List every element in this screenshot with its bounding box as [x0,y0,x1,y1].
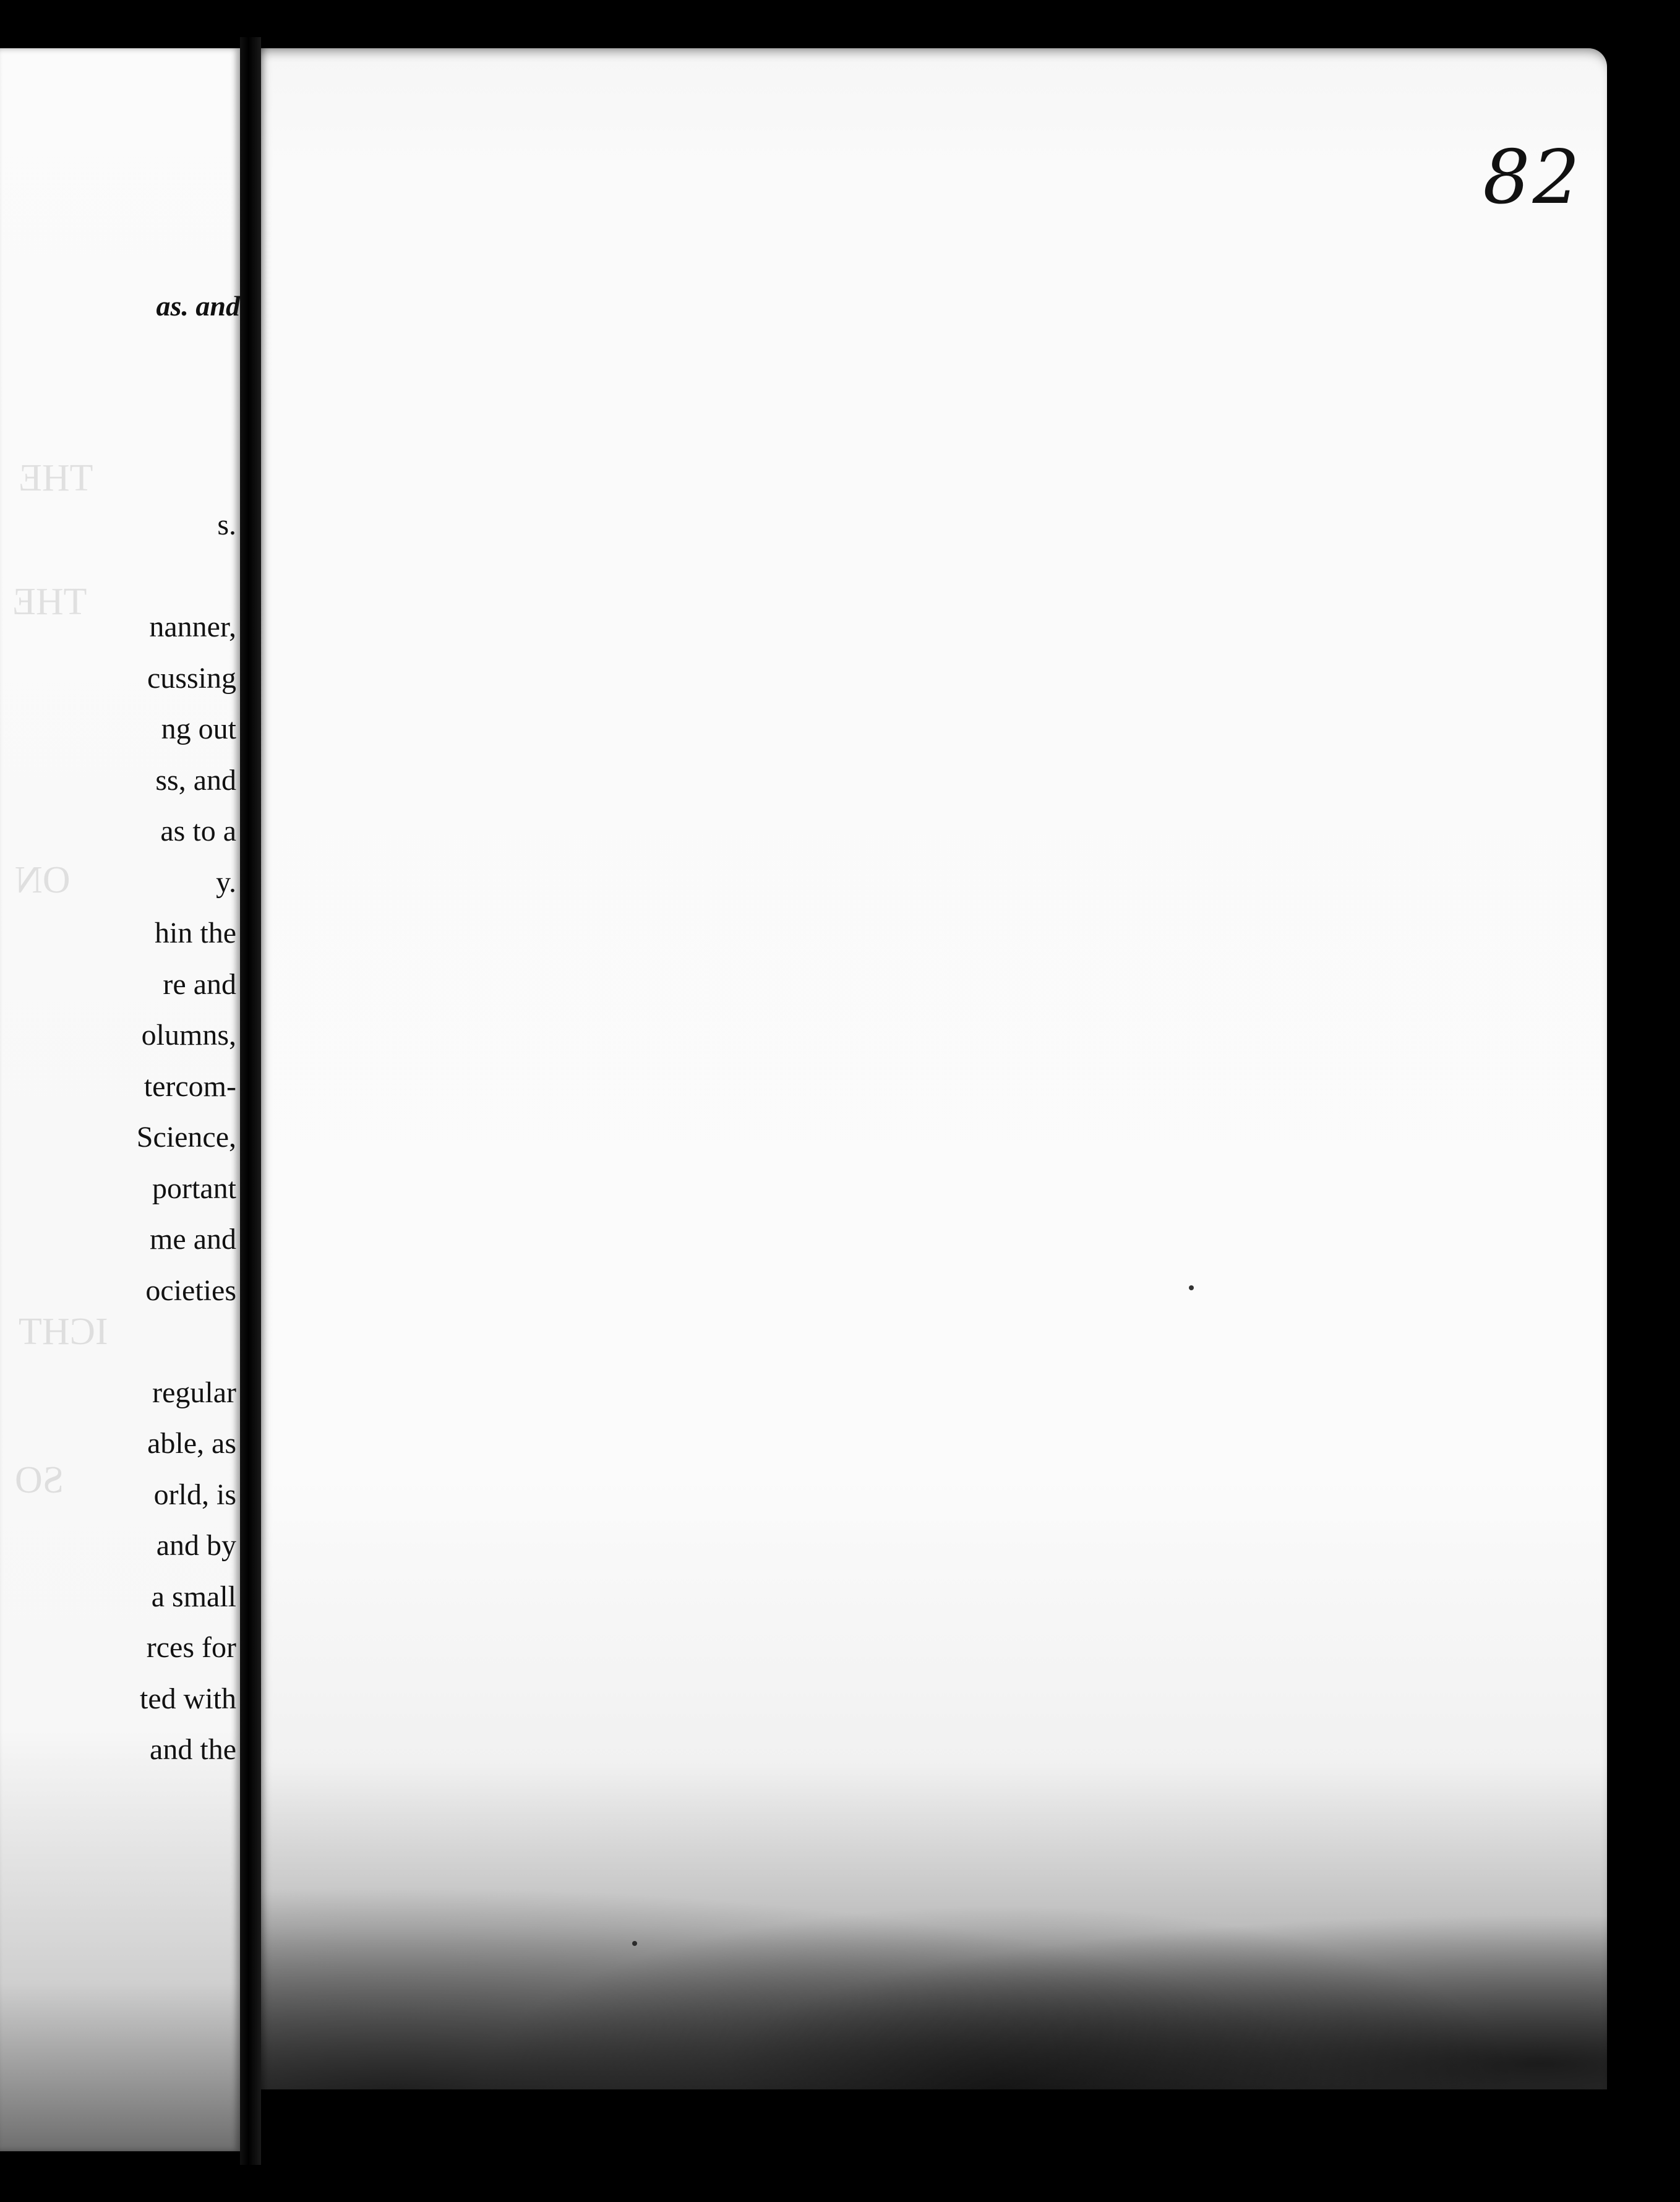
left-page-text [0,500,240,1776]
text-line: a small [151,1580,236,1613]
text-line: nanner, [149,610,236,643]
text-line: Science, [136,1121,236,1154]
bleed-through-text: ICHT [19,1311,108,1353]
text-line: hin the [155,917,236,949]
text-line: ss, and [155,763,236,797]
text-line: portant [152,1172,236,1205]
book-spine [240,37,261,2165]
left-page-header: as. and [156,290,240,322]
handwritten-folio-number: 82 [1483,135,1582,221]
text-line: tercom- [144,1069,236,1103]
text-line: rces for [146,1631,236,1664]
bleed-through-text: THE [12,581,87,623]
text-line: and the [150,1733,236,1766]
paper-speck [1189,1285,1194,1290]
text-line: cussing [147,661,236,695]
text-line: me and [150,1223,236,1256]
text-line: orld, is [153,1478,236,1511]
left-facing-page [0,48,240,2151]
bleed-through-text: ON [15,859,71,901]
bleed-through-text: SO [15,1459,64,1501]
bleed-through-text: THE [19,457,93,499]
text-line: y. [216,865,236,899]
water-stain [261,1830,1607,2089]
text-line: ted with [140,1682,236,1715]
text-line: as to a [160,815,236,847]
text-line: re and [163,967,236,1001]
text-line: ng out [161,713,236,745]
text-line: regular [152,1376,236,1409]
text-line: olumns, [141,1019,236,1052]
right-blank-page [261,48,1607,2089]
text-line: and by [156,1529,236,1562]
text-line [0,551,240,602]
text-line: ocieties [145,1274,236,1307]
text-line [0,1316,240,1368]
text-line: able, as [147,1427,236,1460]
text-line: s. [217,508,236,541]
